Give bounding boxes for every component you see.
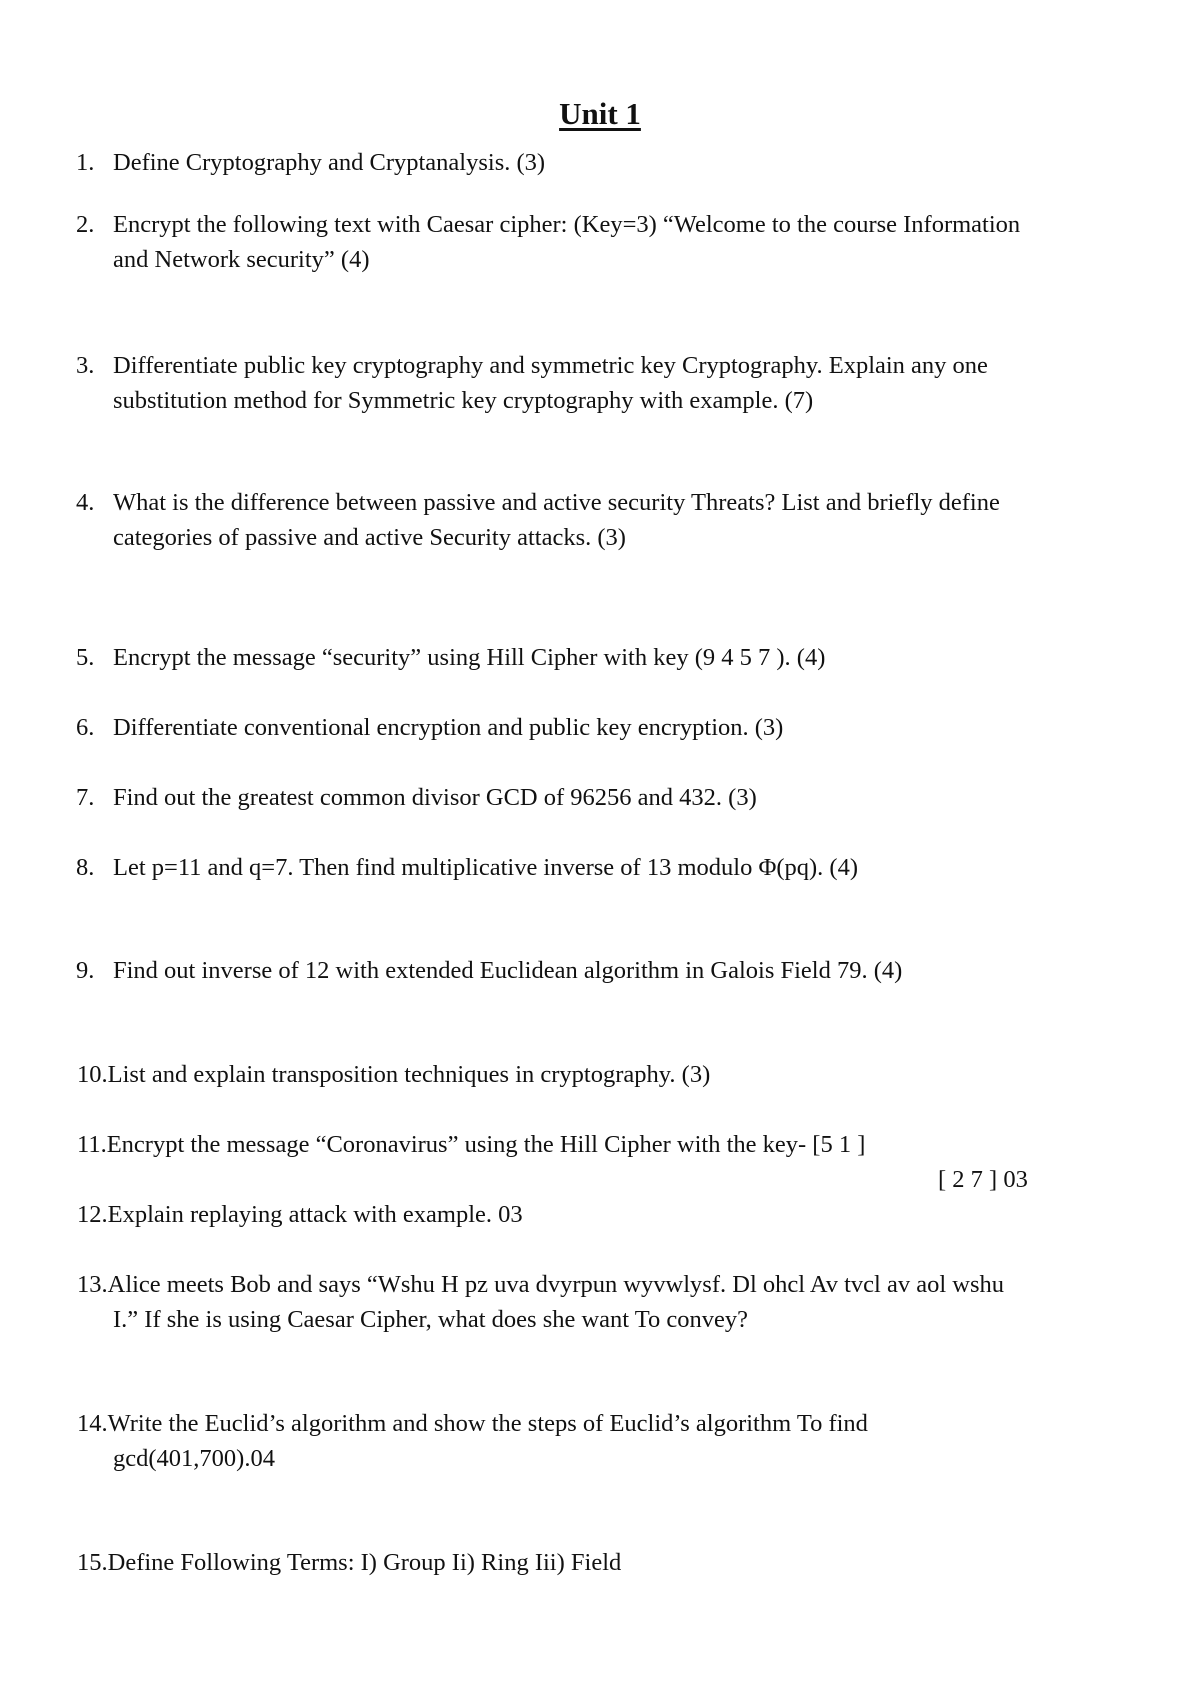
question-line: What is the difference between passive and active security Threats? List and briefly define [113, 489, 1000, 516]
question-text [77, 1406, 1177, 1476]
question-number: 4. [76, 489, 95, 516]
question-text: 10.List and explain transposition techniques in cryptography. (3) [77, 1061, 711, 1088]
question-text: Differentiate conventional encryption and public key encryption. (3) [113, 714, 784, 741]
page-title: Unit 1 [559, 96, 641, 131]
question-text: 11.Encrypt the message “Coronavirus” using the Hill Cipher with the key- [5 1 ] [77, 1131, 866, 1158]
question-text: Encrypt the message “security” using Hill Cipher with key (9 4 5 7 ). (4) [113, 644, 826, 671]
question-line: gcd(401,700).04 [113, 1445, 275, 1472]
question-text: 15.Define Following Terms: I) Group Ii) Ring Iii) Field [77, 1549, 622, 1576]
question-number: 1. [76, 149, 95, 176]
question-number: 7. [76, 784, 95, 811]
question-line: Differentiate public key cryptography and symmetric key Cryptography. Explain any one [113, 352, 988, 379]
question-line: 13.Alice meets Bob and says “Wshu H pz uva dvyrpun wyvwlysf. Dl ohcl Av tvcl av aol wshu [77, 1271, 1004, 1298]
question-number: 9. [76, 957, 95, 984]
question-line: categories of passive and active Security attacks. (3) [113, 524, 626, 551]
question-number: 3. [76, 352, 95, 379]
question-text: Find out inverse of 12 with extended Euclidean algorithm in Galois Field 79. (4) [113, 957, 903, 984]
question-number: 2. [76, 211, 95, 238]
question-line: 14.Write the Euclid’s algorithm and show the steps of Euclid’s algorithm To find [77, 1410, 868, 1437]
question-text: Find out the greatest common divisor GCD of 96256 and 432. (3) [113, 784, 757, 811]
question-number: 8. [76, 854, 95, 881]
question-line: and Network security” (4) [113, 246, 370, 273]
question-line: I.” If she is using Caesar Cipher, what does she want To convey? [113, 1306, 749, 1333]
question-text [113, 485, 1173, 555]
question-text [113, 348, 1173, 418]
question-text: Let p=11 and q=7. Then find multiplicative inverse of 13 modulo Φ(pq). (4) [113, 854, 859, 881]
question-number: 6. [76, 714, 95, 741]
key-matrix-row-2: [ 2 7 ] 03 [938, 1166, 1028, 1193]
question-number: 5. [76, 644, 95, 671]
question-line: substitution method for Symmetric key cryptography with example. (7) [113, 387, 814, 414]
question-text [113, 207, 1173, 277]
question-text: 12.Explain replaying attack with example. 03 [77, 1201, 523, 1228]
question-text: Define Cryptography and Cryptanalysis. (3) [113, 149, 546, 176]
question-line: Encrypt the following text with Caesar cipher: (Key=3) “Welcome to the course Information [113, 211, 1021, 238]
question-text [77, 1267, 1177, 1337]
